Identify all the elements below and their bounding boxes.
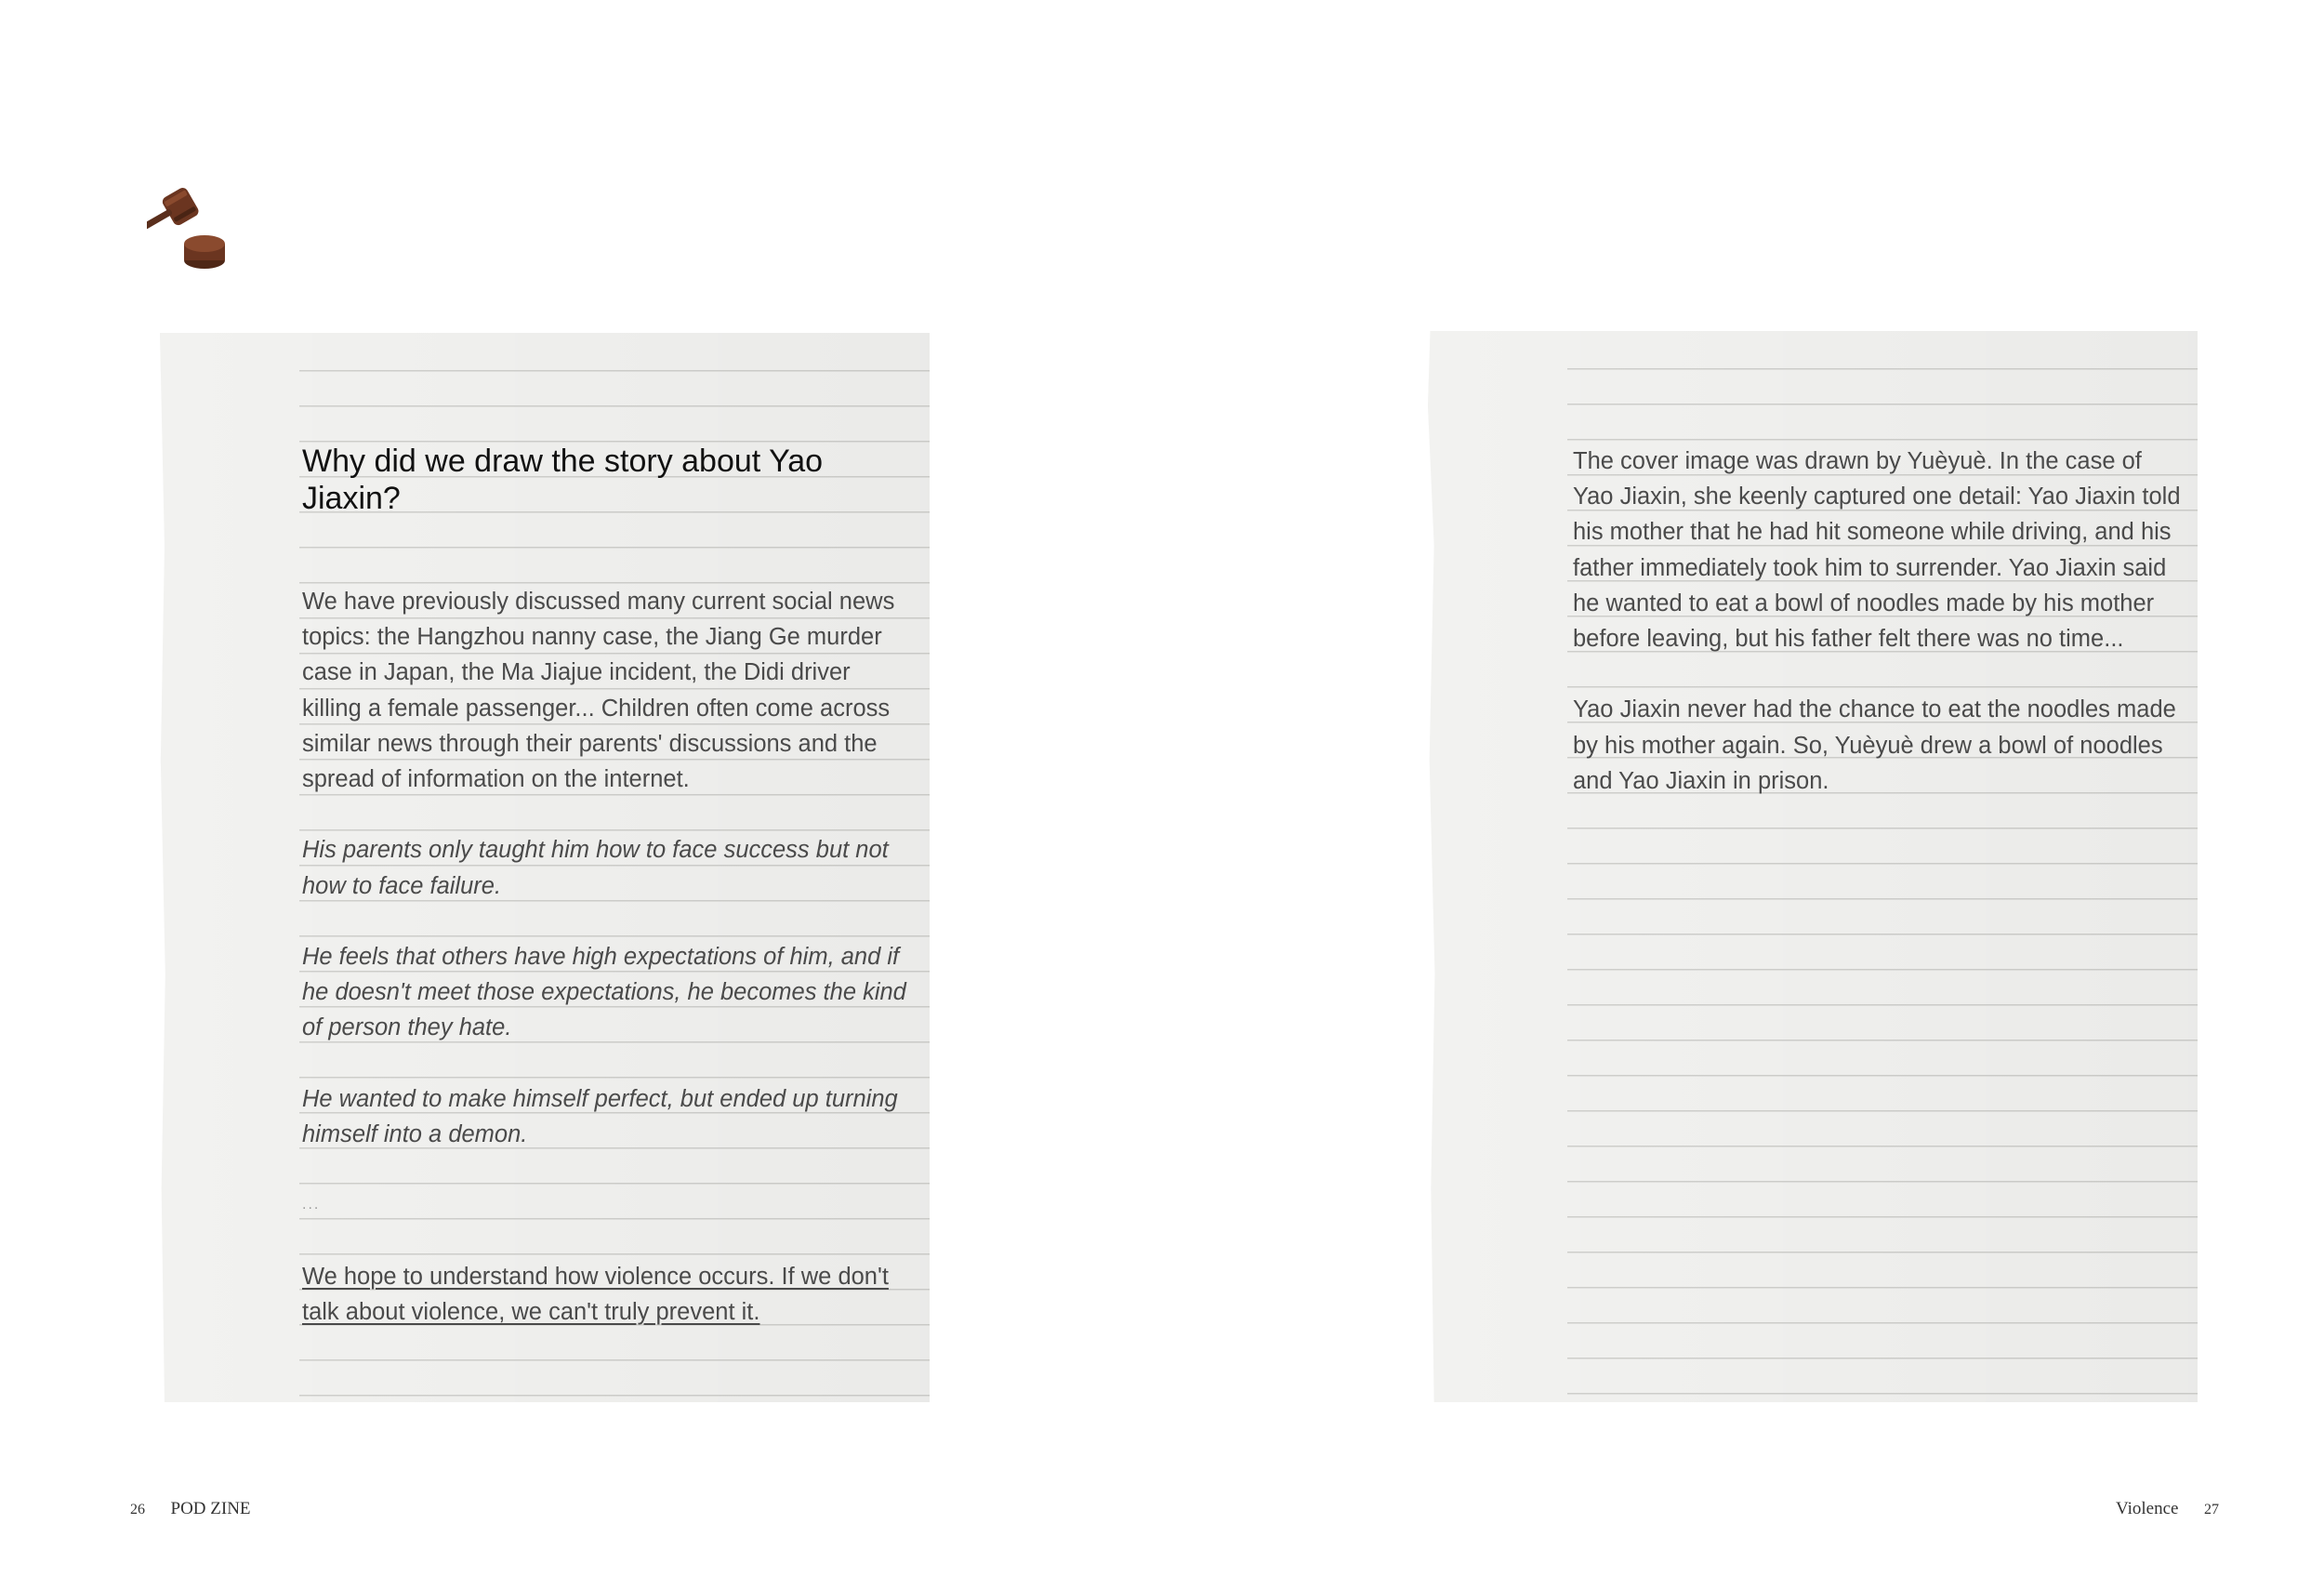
section-name: Violence — [2116, 1499, 2179, 1518]
left-text-column — [302, 584, 916, 1365]
ellipsis: ... — [302, 1197, 321, 1213]
quote-paragraph: His parents only taught him how to face success but not how to face failure. — [302, 837, 889, 899]
right-footer — [2116, 1499, 2219, 1519]
article-title: Why did we draw the story about Yao Jiaxin? — [302, 444, 824, 516]
magazine-name: POD ZINE — [170, 1499, 251, 1518]
page-number: 26 — [130, 1502, 145, 1517]
left-footer — [130, 1499, 251, 1519]
right-text-column — [1573, 444, 2186, 834]
cover-paragraph: The cover image was drawn by Yuèyuè. In the case of Yao Jiaxin, she keenly captured one detail: Yao Jiaxin told his mother that he had hit someone while driving, and his father immediately took him to surrender. Yao Jiaxin said he wanted to eat a bowl of noodles made by his mother before leaving, but his father felt there was no time... — [1573, 448, 2181, 653]
closing-paragraph: We hope to understand how violence occurs. If we don't talk about violence, we can't truly prevent it. — [302, 1263, 889, 1325]
noodles-paragraph: Yao Jiaxin never had the chance to eat the noodles made by his mother again. So, Yuèyuè drew a bowl of noodles and Yao Jiaxin in prison. — [1573, 696, 2176, 794]
gavel-icon — [147, 182, 240, 275]
quote-paragraph: He wanted to make himself perfect, but ended up turning himself into a demon. — [302, 1085, 898, 1147]
page-number: 27 — [2203, 1502, 2219, 1517]
quote-paragraph: He feels that others have high expectations of him, and if he doesn't meet those expectations, he becomes the kind of person they hate. — [302, 944, 906, 1041]
intro-paragraph: We have previously discussed many current social news topics: the Hangzhou nanny case, the Jiang Ge murder case in Japan, the Ma Jiajue incident, the Didi driver killing a female passenger... Children often come across similar news through their parents' discussions and the spread of information on the internet. — [302, 589, 895, 793]
